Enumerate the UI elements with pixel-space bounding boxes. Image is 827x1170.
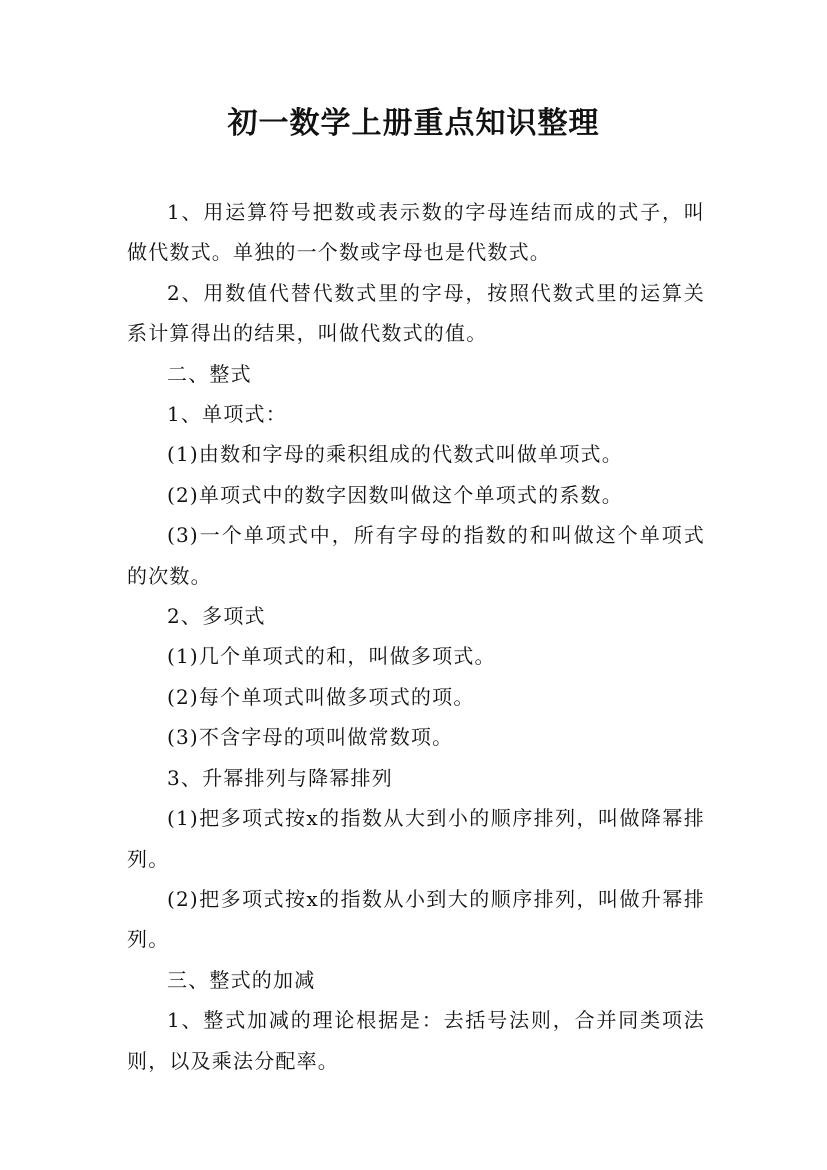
paragraph-addition-1: 1、整式加减的理论根据是：去括号法则，合并同类项法则，以及乘法分配率。 bbox=[127, 1008, 705, 1073]
paragraph-monomial-1: (1)由数和字母的乘积组成的代数式叫做单项式。 bbox=[167, 442, 623, 467]
document-body bbox=[127, 192, 705, 1081]
paragraph-ordering-2: (2)把多项式按x的指数从小到大的顺序排列，叫做升幂排列。 bbox=[127, 886, 705, 952]
paragraph-polynomial-3: (3)不含字母的项叫做常数项。 bbox=[167, 725, 454, 750]
paragraph-polynomial-1: (1)几个单项式的和，叫做多项式。 bbox=[167, 644, 496, 669]
paragraph-ordering-1: (1)把多项式按x的指数从大到小的顺序排列，叫做降幂排列。 bbox=[127, 806, 705, 871]
section-heading-2: 二、整式 bbox=[167, 361, 252, 386]
paragraph-monomial-3: (3)一个单项式中，所有字母的指数的和叫做这个单项式的次数。 bbox=[127, 523, 705, 588]
paragraph-1: 1、用运算符号把数或表示数的字母连结而成的式子，叫做代数式。单独的一个数或字母也是代数式。 bbox=[127, 200, 705, 265]
document-title: 初一数学上册重点知识整理 bbox=[227, 106, 600, 141]
subheading-polynomial: 2、多项式 bbox=[167, 604, 266, 629]
subheading-ordering: 3、升幂排列与降幂排列 bbox=[167, 765, 393, 790]
section-heading-3: 三、整式的加减 bbox=[167, 967, 316, 992]
subheading-monomial: 1、单项式： bbox=[167, 402, 287, 427]
paragraph-2: 2、用数值代替代数式里的字母，按照代数式里的运算关系计算得出的结果，叫做代数式的值。 bbox=[127, 280, 705, 346]
paragraph-polynomial-2: (2)每个单项式叫做多项式的项。 bbox=[167, 684, 475, 709]
paragraph-monomial-2: (2)单项式中的数字因数叫做这个单项式的系数。 bbox=[167, 482, 623, 507]
